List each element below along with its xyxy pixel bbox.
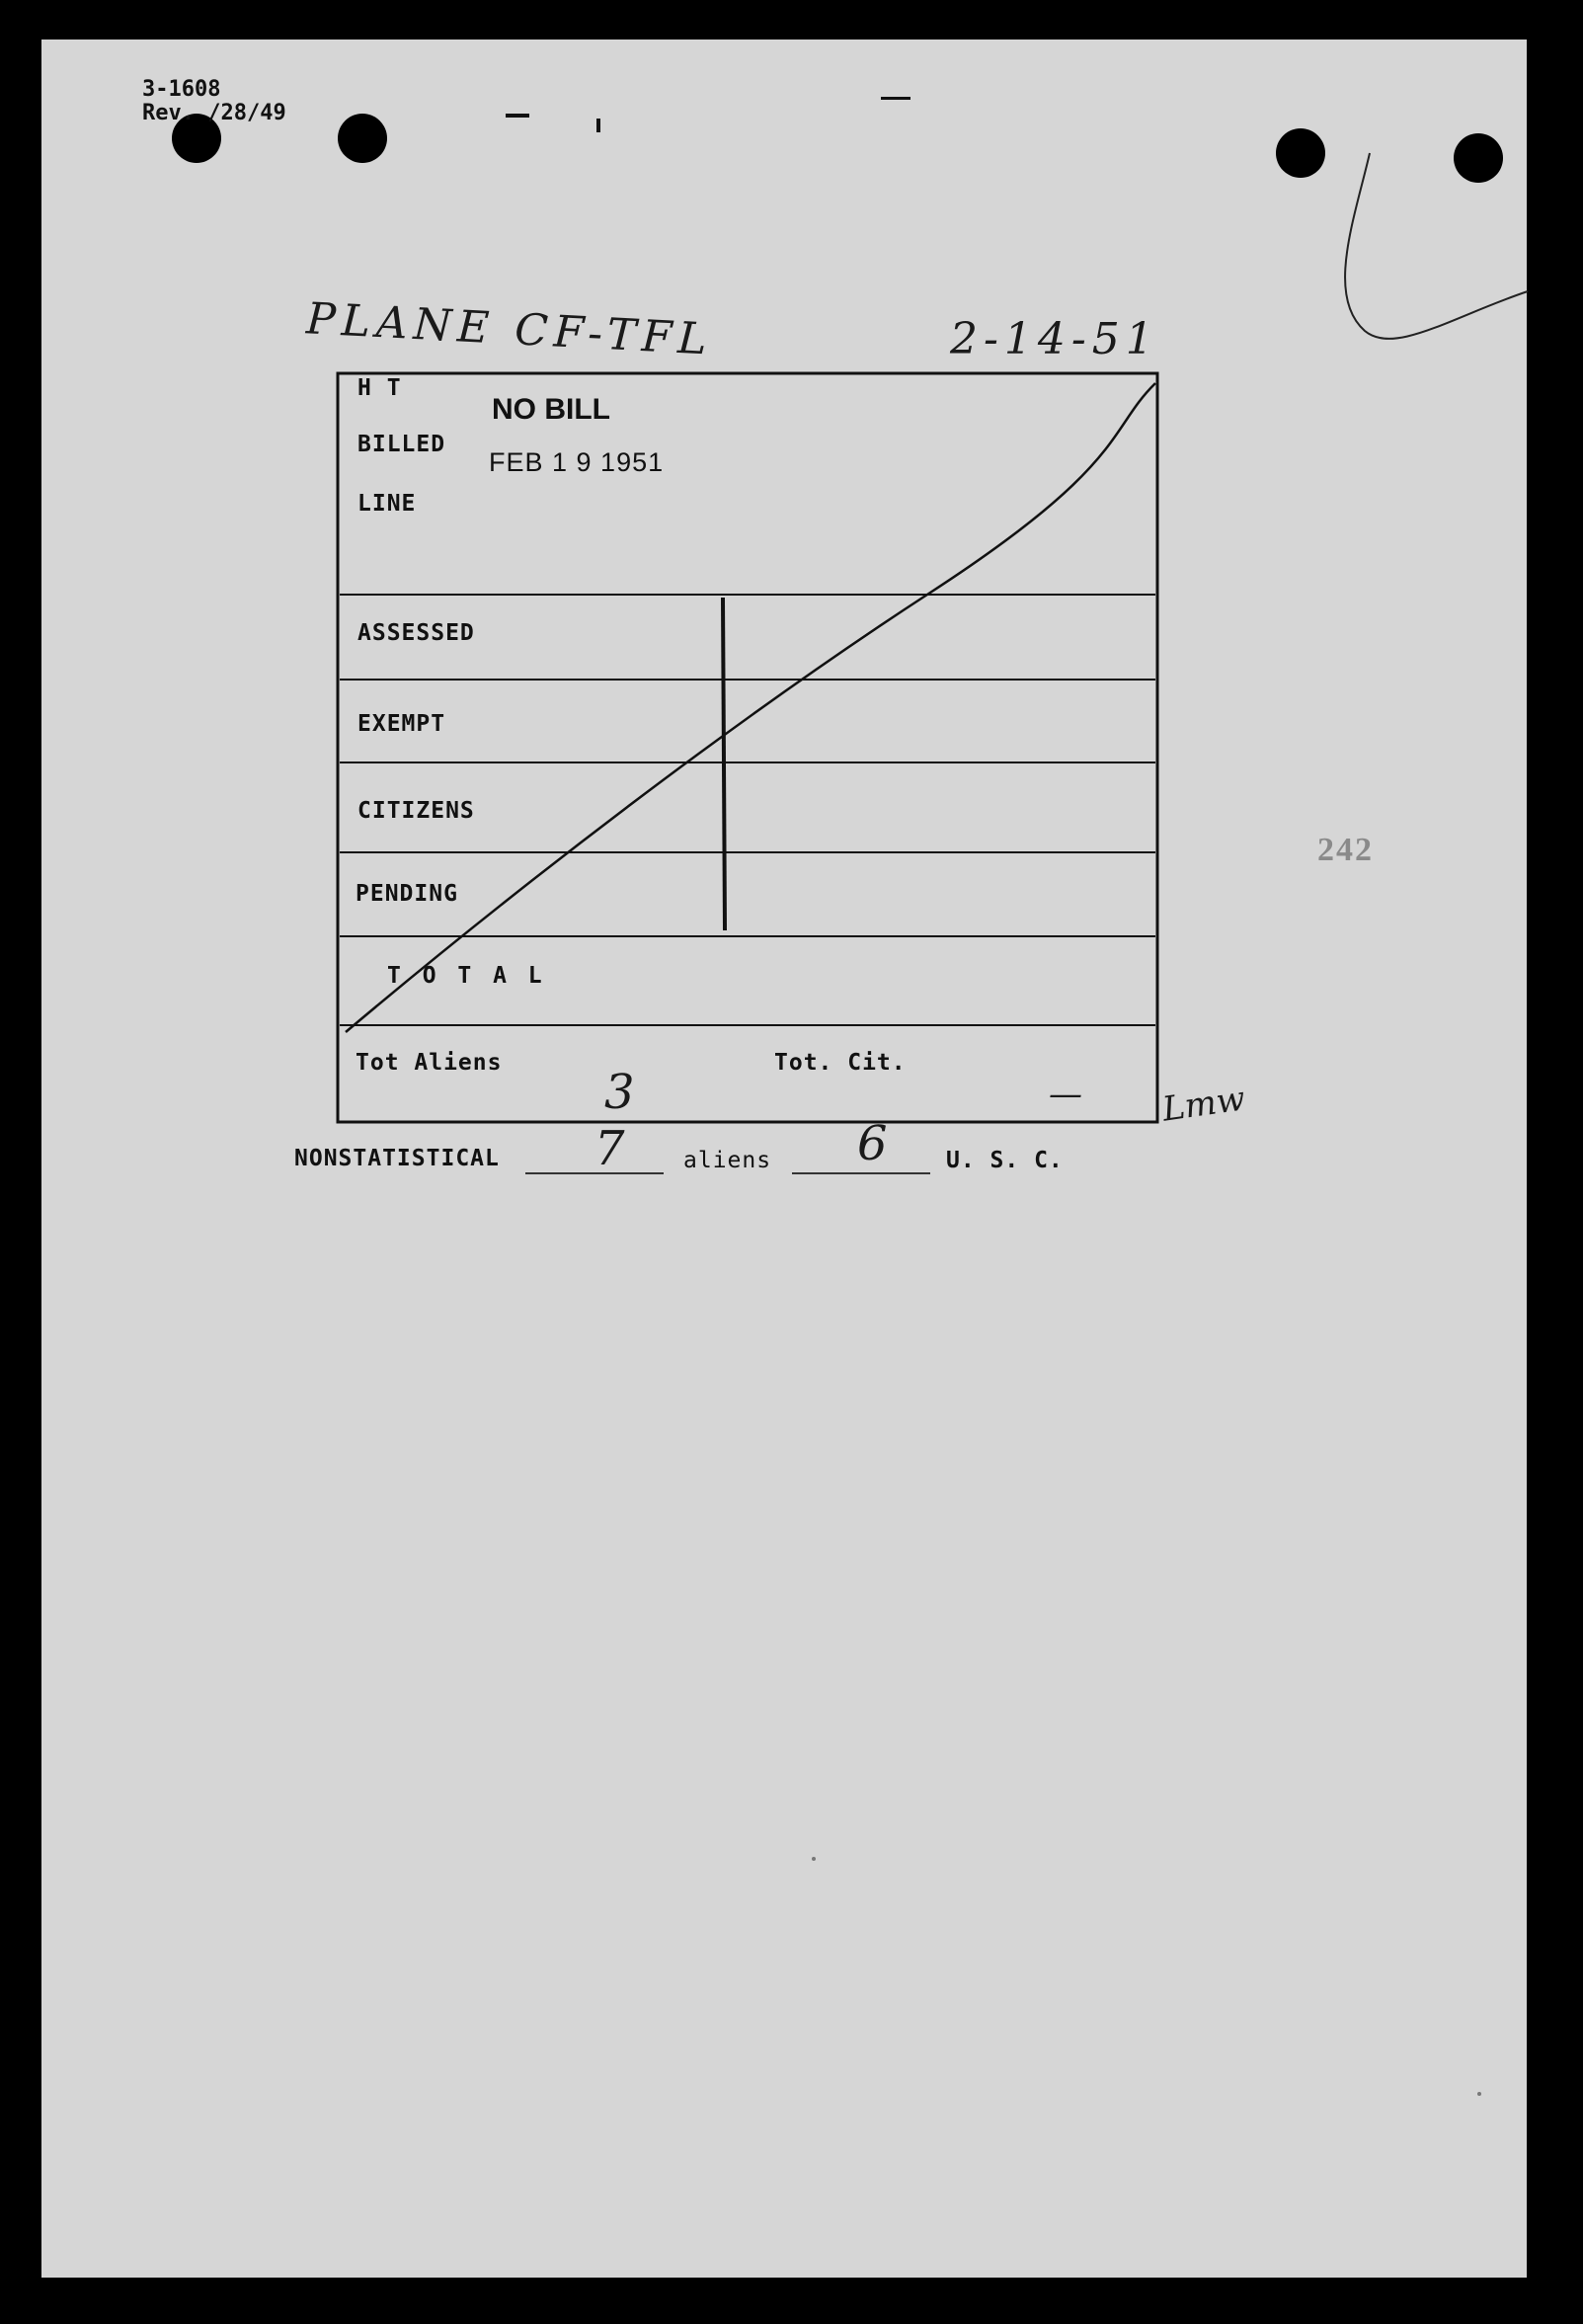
tot-cit-label: Tot. Cit. bbox=[774, 1050, 907, 1076]
tot-cit-value: — bbox=[1049, 1075, 1082, 1114]
header-ht: H T bbox=[357, 375, 402, 401]
form-number: 3-1608 bbox=[142, 77, 221, 102]
date-stamp: FEB 1 9 1951 bbox=[489, 447, 665, 477]
row-label-citizens: CITIZENS bbox=[357, 798, 475, 824]
nonstat-aliens-value: 7 bbox=[594, 1121, 625, 1176]
row-label-pending: PENDING bbox=[356, 881, 458, 907]
row-label-exempt: EXEMPT bbox=[357, 711, 446, 737]
manifest-box bbox=[41, 40, 1527, 1225]
nonstat-usc-value: 6 bbox=[857, 1116, 888, 1171]
tot-aliens-label: Tot Aliens bbox=[356, 1050, 503, 1076]
row-label-total: T O T A L bbox=[387, 963, 546, 989]
header-line: LINE bbox=[357, 491, 417, 517]
row-label-assessed: ASSESSED bbox=[357, 620, 475, 646]
nonstatistical-label: NONSTATISTICAL bbox=[294, 1146, 500, 1171]
speck bbox=[812, 1857, 816, 1861]
speck bbox=[1477, 2092, 1481, 2096]
aliens-label: aliens bbox=[683, 1148, 772, 1173]
date-handwriting: 2-14-51 bbox=[950, 314, 1159, 364]
plane-handwriting: PLANE CF-TFL bbox=[304, 293, 714, 365]
form-revision: Rev. /28/49 bbox=[142, 101, 286, 125]
header-billed: BILLED bbox=[357, 432, 446, 457]
no-bill-stamp: NO BILL bbox=[492, 393, 610, 426]
nonstat-usc-underline bbox=[792, 1172, 930, 1174]
document-page bbox=[41, 40, 1527, 2278]
tot-aliens-value: 3 bbox=[604, 1065, 635, 1120]
usc-label: U. S. C. bbox=[946, 1148, 1064, 1173]
initials: Lmw bbox=[1159, 1079, 1248, 1130]
page-number: 242 bbox=[1317, 832, 1374, 868]
